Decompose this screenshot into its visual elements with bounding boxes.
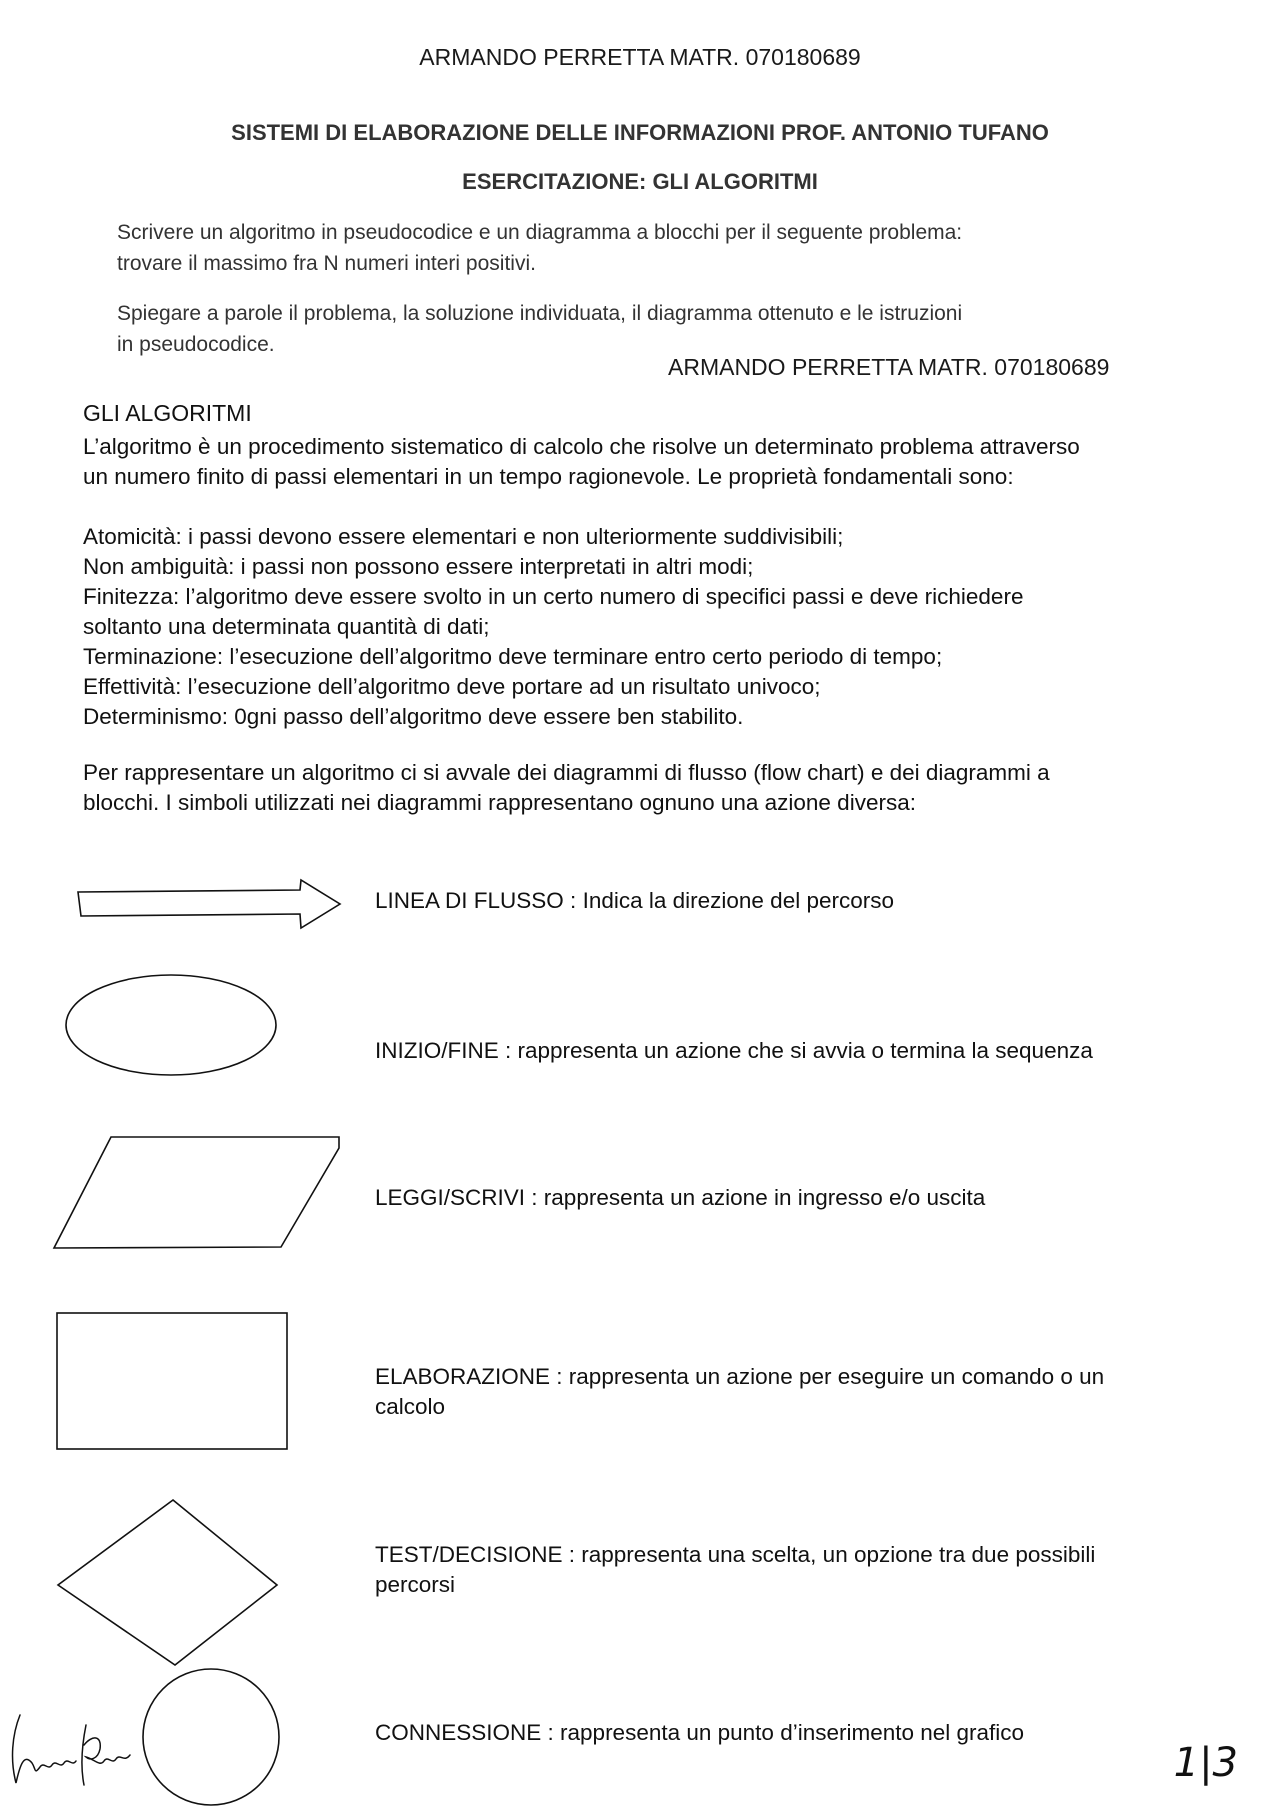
instruction-2 <box>117 298 1117 360</box>
intro-paragraph <box>83 432 1213 492</box>
property-atomicita: Atomicità: i passi devono essere elementari e non ulteriormente suddivisibili; <box>83 524 844 549</box>
section-title: GLI ALGORITMI <box>83 400 252 426</box>
instruction-1-line-1: Scrivere un algoritmo in pseudocodice e un diagramma a blocchi per il seguente problema: <box>117 221 963 244</box>
symbol-label-processing-line-1: ELABORAZIONE : rappresenta un azione per eseguire un comando o un <box>375 1364 1105 1389</box>
symbols-intro-line-2: blocchi. I simboli utilizzati nei diagrammi rappresentano ognuno una azione diversa: <box>83 790 916 815</box>
property-effettivita: Effettività: l’esecuzione dell’algoritmo deve portare ad un risultato univoco; <box>83 674 821 699</box>
symbol-label-flow: LINEA DI FLUSSO : Indica la direzione del percorso <box>375 888 894 913</box>
symbol-label-start-end: INIZIO/FINE : rappresenta un azione che si avvia o termina la sequenza <box>375 1038 1093 1063</box>
instruction-1-line-2: trovare il massimo fra N numeri interi positivi. <box>117 252 536 275</box>
symbol-label-processing-line-2: calcolo <box>375 1394 446 1419</box>
property-determinismo: Determinismo: 0gni passo dell’algoritmo deve essere ben stabilito. <box>83 704 744 729</box>
parallelogram-icon <box>40 1130 360 1260</box>
intro-line-1: L’algoritmo è un procedimento sistematico di calcolo che risolve un determinato problema attraverso <box>83 434 1080 459</box>
header-author: ARMANDO PERRETTA MATR. 070180689 <box>419 44 861 70</box>
instruction-2-line-1: Spiegare a parole il problema, la soluzione individuata, il diagramma ottenuto e le istruzioni <box>117 302 963 325</box>
intro-line-2: un numero finito di passi elementari in un tempo ragionevole. Le proprietà fondamentali sono: <box>83 464 1014 489</box>
property-finitezza-cont: soltanto una determinata quantità di dati; <box>83 614 490 639</box>
symbol-label-processing <box>375 1362 1195 1422</box>
symbol-label-decision-line-2: percorsi <box>375 1572 456 1597</box>
instruction-2-line-2: in pseudocodice. <box>117 333 275 356</box>
author-repeat: ARMANDO PERRETTA MATR. 070180689 <box>668 354 1110 380</box>
symbols-intro-line-1: Per rappresentare un algoritmo ci si avvale dei diagrammi di flusso (flow chart) e dei diagrammi a <box>83 760 1050 785</box>
property-finitezza: Finitezza: l’algoritmo deve essere svolto in un certo numero di specifici passi e deve richiedere <box>83 584 1024 609</box>
properties-list <box>83 522 1213 732</box>
rectangle-icon <box>40 1305 360 1455</box>
page-number: 1|3 <box>1173 1740 1238 1786</box>
exercise-title: ESERCITAZIONE: GLI ALGORITMI <box>462 169 818 194</box>
symbol-label-read-write: LEGGI/SCRIVI : rappresenta un azione in ingresso e/o uscita <box>375 1185 986 1210</box>
course-title: SISTEMI DI ELABORAZIONE DELLE INFORMAZIONI PROF. ANTONIO TUFANO <box>231 120 1049 145</box>
diamond-icon <box>40 1490 360 1670</box>
ellipse-icon <box>40 970 360 1090</box>
symbol-label-connection: CONNESSIONE : rappresenta un punto d’inserimento nel grafico <box>375 1720 1025 1745</box>
symbols-intro <box>83 758 1213 818</box>
signature-icon <box>6 1705 136 1795</box>
property-non-ambiguita: Non ambiguità: i passi non possono essere interpretati in altri modi; <box>83 554 754 579</box>
property-terminazione: Terminazione: l’esecuzione dell’algoritmo deve terminare entro certo periodo di tempo; <box>83 644 943 669</box>
symbol-label-decision-line-1: TEST/DECISIONE : rappresenta una scelta, un opzione tra due possibili <box>375 1542 1096 1567</box>
symbol-label-decision <box>375 1540 1195 1600</box>
instruction-1 <box>117 217 1117 279</box>
flow-arrow-icon <box>40 870 360 930</box>
